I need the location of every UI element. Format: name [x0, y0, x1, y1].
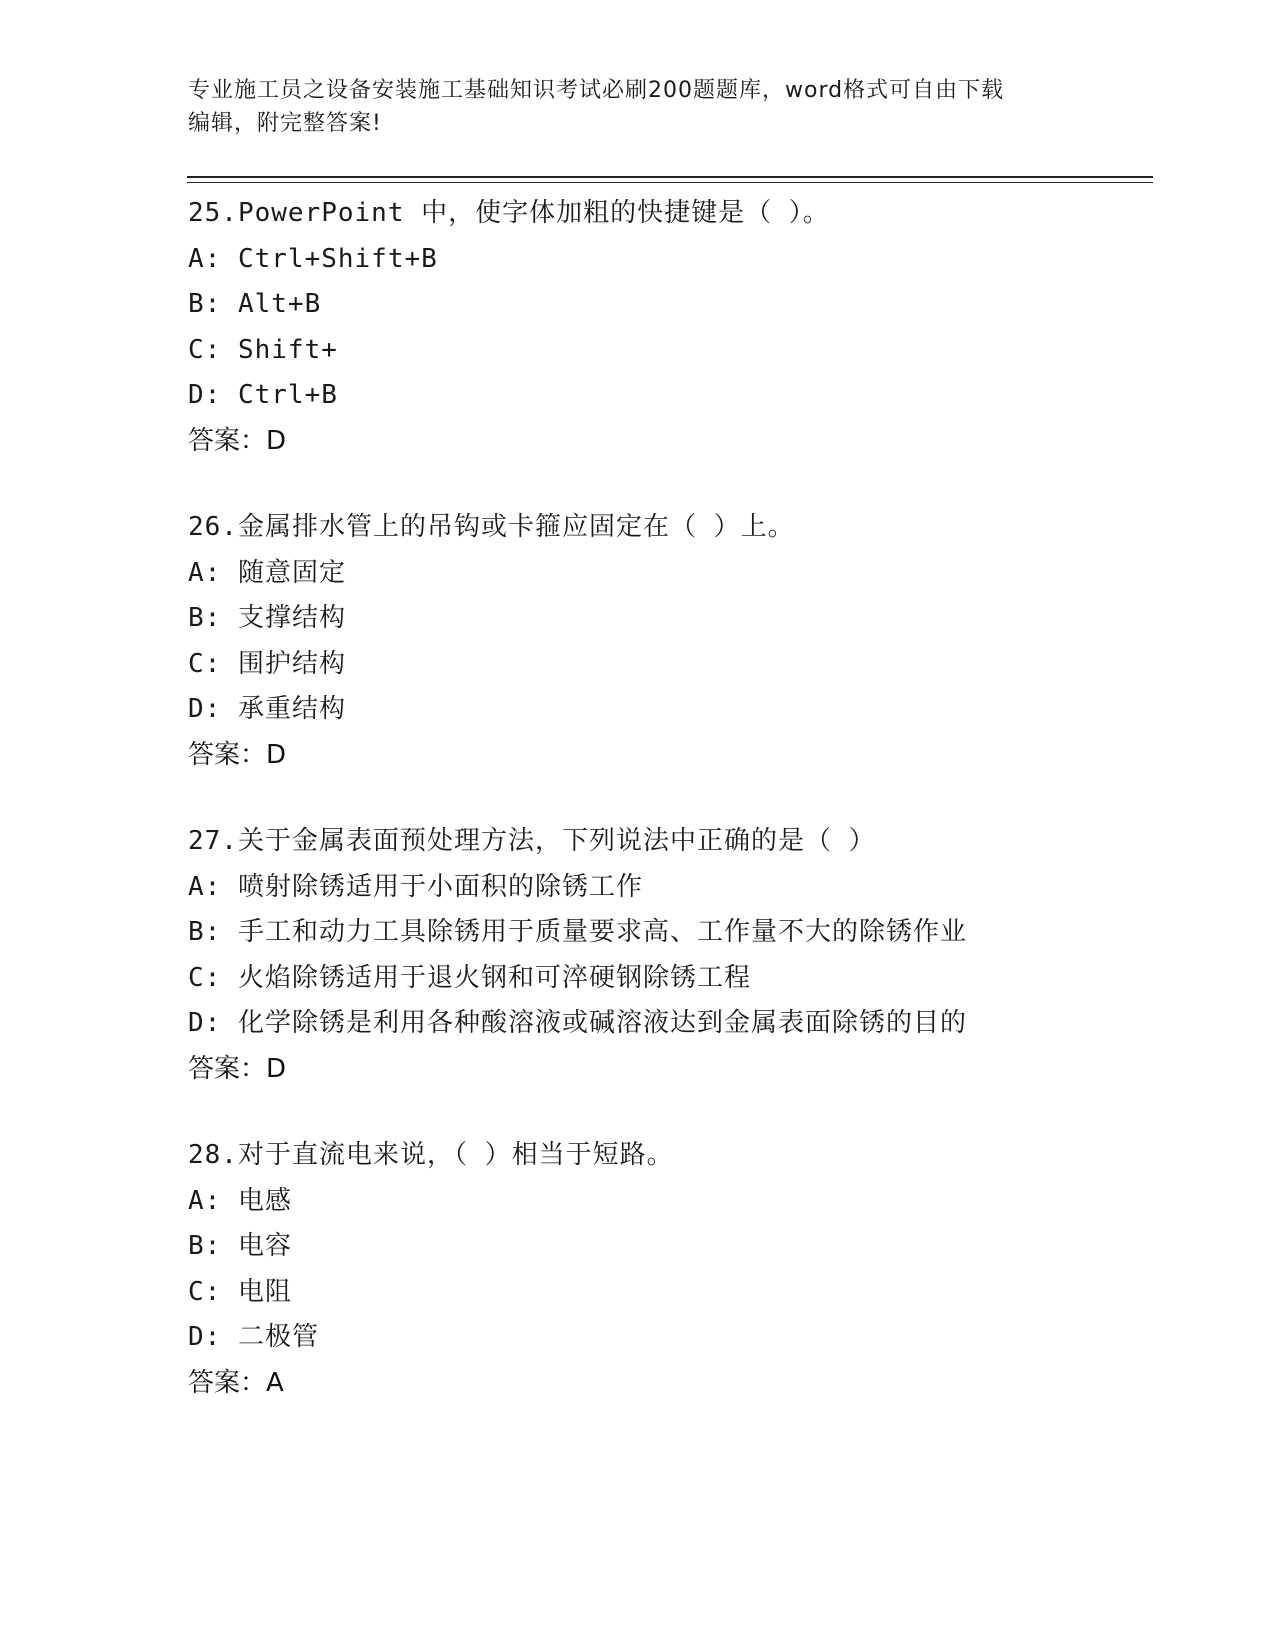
option-c: C: 电阻 — [188, 1276, 292, 1307]
question-26 — [188, 505, 1148, 778]
answer-line: 答案：D — [188, 425, 287, 456]
question-stem: 27.关于金属表面预处理方法，下列说法中正确的是（ ） — [188, 826, 876, 856]
answer-line: 答案：D — [188, 739, 287, 770]
question-stem: 28.对于直流电来说，（ ）相当于短路。 — [188, 1140, 674, 1170]
question-27 — [188, 819, 1148, 1092]
option-b: B: 电容 — [188, 1231, 292, 1261]
option-b: B: 手工和动力工具除锈用于质量要求高、工作量不大的除锈作业 — [188, 917, 967, 947]
option-d: D: 承重结构 — [188, 694, 346, 724]
question-stem: 25.PowerPoint 中，使字体加粗的快捷键是（ ）。 — [188, 198, 830, 228]
option-b: B: 支撑结构 — [188, 603, 346, 633]
option-d: D: 化学除锈是利用各种酸溶液或碱溶液达到金属表面除锈的目的 — [188, 1008, 967, 1038]
option-d: D: Ctrl+B — [188, 380, 338, 410]
option-c: C: Shift+ — [188, 334, 338, 365]
answer-line: 答案：A — [188, 1367, 284, 1398]
question-28 — [188, 1133, 1148, 1406]
question-25 — [188, 191, 1148, 464]
question-list — [188, 191, 1148, 1447]
option-c: C: 围护结构 — [188, 648, 346, 679]
header-title-line1: 专业施工员之设备安装施工基础知识考试必刷200题题库，word格式可自由下载 — [188, 78, 1005, 103]
option-a: A: 电感 — [188, 1185, 292, 1216]
question-stem: 26.金属排水管上的吊钩或卡箍应固定在（ ）上。 — [188, 512, 795, 542]
header-title-line2: 编辑，附完整答案! — [188, 111, 382, 136]
option-b: B: Alt+B — [188, 289, 322, 319]
option-a: A: 随意固定 — [188, 557, 346, 588]
option-a: A: Ctrl+Shift+B — [188, 243, 438, 274]
answer-line: 答案：D — [188, 1053, 287, 1084]
option-a: A: 喷射除锈适用于小面积的除锈工作 — [188, 871, 643, 902]
header-divider-thin — [187, 182, 1153, 183]
option-d: D: 二极管 — [188, 1322, 319, 1352]
option-c: C: 火焰除锈适用于退火钢和可淬硬钢除锈工程 — [188, 962, 751, 993]
document-header — [188, 74, 1088, 140]
header-divider-thick — [187, 176, 1153, 178]
